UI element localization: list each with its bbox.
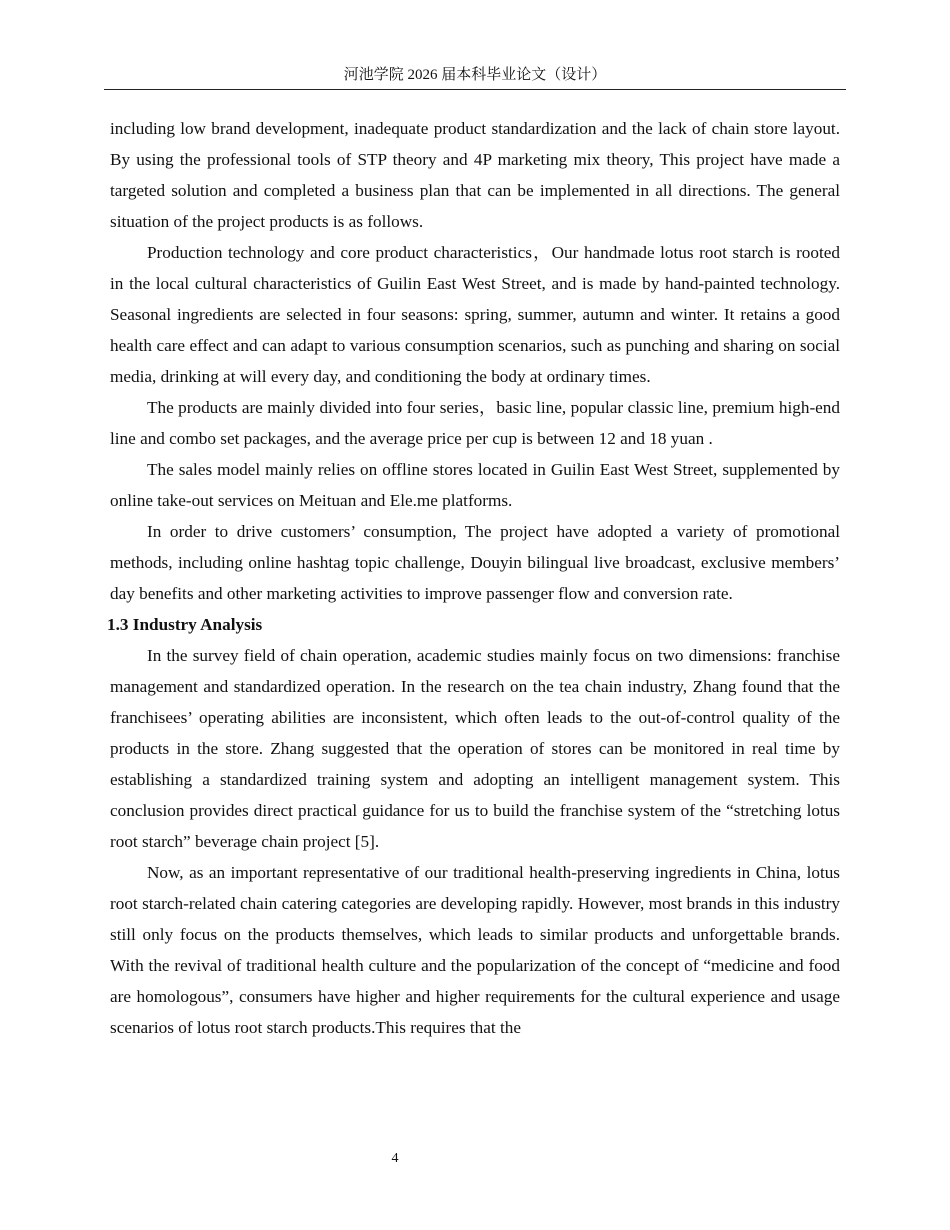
paragraph-product-characteristics: Production technology and core product characteristics，Our handmade lotus root starch is rooted in the local cultural characteristics of Guilin East West Street, and is made by hand-painted technology. Seasonal ingredients are selected in four seasons: spring, summer, autumn and winter. It retains a good health care effect and can adapt to various consumption scenarios, such as punching and sharing on social media, drinking at will every day, and conditioning the body at ordinary times.	[110, 243, 840, 386]
paragraph-industry-trend: Now, as an important representative of our traditional health-preserving ingredients in China, lotus root starch-related chain catering categories are developing rapidly. However, most brands in this industry still only focus on the products themselves, which leads to similar products and unforgettable brands. With the revival of traditional health culture and the popularization of the concept of “medicine and food are homologous”, consumers have higher and higher requirements for the cultural experience and usage scenarios of lotus root starch products.This requires that the	[110, 863, 840, 1037]
paragraph-chain-operation: In the survey field of chain operation, academic studies mainly focus on two dimensions: franchise management and standardized operation. In the research on the tea chain industry, Zhang found that the franchisees’ operating abilities are inconsistent, which often leads to the out-of-control quality of the products in the store. Zhang suggested that the operation of stores can be monitored in real time by establishing a standardized training system and adopting an intelligent management system. This conclusion provides direct practical guidance for us to build the franchise system of the “stretching lotus root starch” beverage chain project [5].	[110, 646, 840, 851]
page-header	[104, 64, 846, 90]
page-number: 4	[391, 1151, 399, 1166]
document-body	[107, 113, 840, 1043]
header-title: 河池学院 2026 届本科毕业论文（设计）	[343, 67, 607, 83]
paragraph-product-series: The products are mainly divided into four series，basic line, popular classic line, premium high-end line and combo set packages, and the average price per cup is between 12 and 18 yuan .	[110, 398, 840, 448]
paragraph-sales-model: The sales model mainly relies on offline stores located in Guilin East West Street, supplemented by online take-out services on Meituan and Ele.me platforms.	[110, 460, 840, 510]
section-heading: 1.3 Industry Analysis	[107, 615, 263, 634]
paragraph-promotion: In order to drive customers’ consumption, The project have adopted a variety of promotional methods, including online hashtag topic challenge, Douyin bilingual live broadcast, exclusive members’ day benefits and other marketing activities to improve passenger flow and conversion rate.	[110, 522, 840, 603]
paragraph-continuation: including low brand development, inadequate product standardization and the lack of chain store layout. By using the professional tools of STP theory and 4P marketing mix theory, This project have made a targeted solution and completed a business plan that can be implemented in all directions. The general situation of the project products is as follows.	[110, 119, 840, 231]
